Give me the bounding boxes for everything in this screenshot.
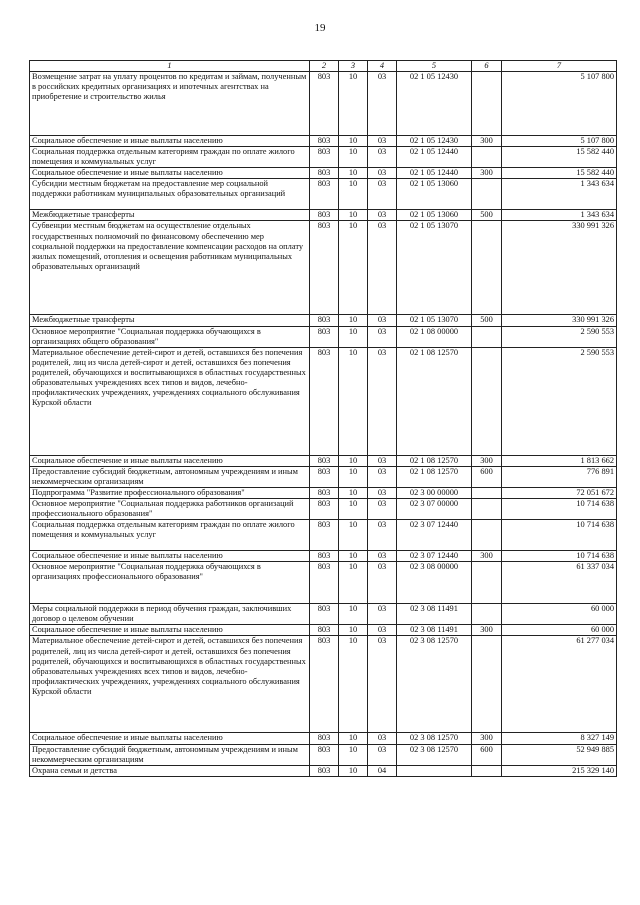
table-row (30, 625, 617, 636)
row-admin-code-cell: 803 (310, 466, 339, 487)
row-admin-code-cell: 803 (310, 147, 339, 168)
row-section-cell: 10 (339, 179, 368, 210)
row-amount-cell: 15 582 440 (502, 168, 617, 179)
table-row (30, 72, 617, 136)
row-expense-type-cell: 300 (472, 455, 502, 466)
row-subsection-cell: 03 (368, 625, 397, 636)
row-name-cell: Возмещение затрат на уплату процентов по кредитам и займам, полученным в российских кредитных организациях и ипотечных агентствах на приобретение и строительство жилья (30, 72, 310, 136)
row-expense-type-cell (472, 221, 502, 315)
row-amount-cell: 1 343 634 (502, 179, 617, 210)
row-subsection-cell: 03 (368, 179, 397, 210)
row-target-article-cell: 02 3 00 00000 (397, 487, 472, 498)
row-amount-cell: 2 590 553 (502, 347, 617, 455)
row-target-article-cell: 02 1 05 13060 (397, 210, 472, 221)
table-row (30, 221, 617, 315)
row-target-article-cell: 02 1 05 13070 (397, 221, 472, 315)
column-header: 3 (339, 61, 368, 72)
row-name-cell: Социальное обеспечение и иные выплаты населению (30, 625, 310, 636)
table-row (30, 604, 617, 625)
row-subsection-cell: 03 (368, 487, 397, 498)
row-target-article-cell: 02 1 05 12430 (397, 72, 472, 136)
row-target-article-cell: 02 1 08 12570 (397, 455, 472, 466)
row-section-cell: 10 (339, 326, 368, 347)
row-subsection-cell: 03 (368, 347, 397, 455)
table-row (30, 347, 617, 455)
row-section-cell: 10 (339, 765, 368, 776)
row-subsection-cell: 03 (368, 210, 397, 221)
row-admin-code-cell: 803 (310, 733, 339, 744)
row-subsection-cell: 03 (368, 466, 397, 487)
row-name-cell: Социальное обеспечение и иные выплаты населению (30, 455, 310, 466)
table-row (30, 733, 617, 744)
row-expense-type-cell (472, 147, 502, 168)
row-amount-cell: 8 327 149 (502, 733, 617, 744)
column-header: 7 (502, 61, 617, 72)
row-amount-cell: 10 714 638 (502, 551, 617, 562)
row-admin-code-cell: 803 (310, 168, 339, 179)
table-row (30, 636, 617, 733)
row-subsection-cell: 03 (368, 136, 397, 147)
row-section-cell: 10 (339, 168, 368, 179)
row-amount-cell: 330 991 326 (502, 315, 617, 326)
table-body (30, 72, 617, 777)
table-row (30, 499, 617, 520)
row-name-cell: Охрана семьи и детства (30, 765, 310, 776)
row-section-cell: 10 (339, 636, 368, 733)
row-expense-type-cell (472, 604, 502, 625)
row-name-cell: Субвенции местным бюджетам на осуществление отдельных государственных полномочий по финансовому обеспечению мер социальной поддержки на предоставление компенсации расходов на оплату жилых помещений, отопления и освещения работникам муниципальных образовательных организаций (30, 221, 310, 315)
row-section-cell: 10 (339, 72, 368, 136)
row-target-article-cell: 02 3 08 12570 (397, 636, 472, 733)
row-admin-code-cell: 803 (310, 136, 339, 147)
row-amount-cell: 1 813 662 (502, 455, 617, 466)
column-header: 4 (368, 61, 397, 72)
row-section-cell: 10 (339, 551, 368, 562)
row-target-article-cell: 02 3 08 12570 (397, 744, 472, 765)
row-section-cell: 10 (339, 520, 368, 551)
row-expense-type-cell: 600 (472, 466, 502, 487)
table-row (30, 487, 617, 498)
column-header: 5 (397, 61, 472, 72)
column-header: 2 (310, 61, 339, 72)
row-subsection-cell: 03 (368, 551, 397, 562)
row-amount-cell: 61 337 034 (502, 562, 617, 604)
row-expense-type-cell (472, 520, 502, 551)
row-expense-type-cell (472, 179, 502, 210)
row-amount-cell: 330 991 326 (502, 221, 617, 315)
row-subsection-cell: 03 (368, 562, 397, 604)
row-amount-cell: 776 891 (502, 466, 617, 487)
row-target-article-cell: 02 1 05 13060 (397, 179, 472, 210)
row-amount-cell: 72 051 672 (502, 487, 617, 498)
table-header-row (30, 61, 617, 72)
table-row (30, 315, 617, 326)
row-subsection-cell: 03 (368, 72, 397, 136)
row-admin-code-cell: 803 (310, 520, 339, 551)
row-admin-code-cell: 803 (310, 326, 339, 347)
row-target-article-cell: 02 3 07 12440 (397, 520, 472, 551)
row-section-cell: 10 (339, 487, 368, 498)
row-target-article-cell: 02 1 05 13070 (397, 315, 472, 326)
row-section-cell: 10 (339, 562, 368, 604)
row-expense-type-cell: 300 (472, 551, 502, 562)
row-target-article-cell: 02 1 05 12430 (397, 136, 472, 147)
row-expense-type-cell (472, 765, 502, 776)
row-name-cell: Основное мероприятие "Социальная поддержка обучающихся в организациях профессионального образования" (30, 562, 310, 604)
row-admin-code-cell: 803 (310, 636, 339, 733)
row-expense-type-cell (472, 347, 502, 455)
row-name-cell: Социальная поддержка отдельным категориям граждан по оплате жилого помещения и коммунальных услуг (30, 147, 310, 168)
row-admin-code-cell: 803 (310, 765, 339, 776)
row-subsection-cell: 04 (368, 765, 397, 776)
row-expense-type-cell (472, 72, 502, 136)
row-target-article-cell: 02 1 05 12440 (397, 147, 472, 168)
row-subsection-cell: 03 (368, 520, 397, 551)
row-amount-cell: 52 949 885 (502, 744, 617, 765)
row-admin-code-cell: 803 (310, 455, 339, 466)
table-row (30, 744, 617, 765)
table-row (30, 210, 617, 221)
column-header: 1 (30, 61, 310, 72)
row-expense-type-cell: 300 (472, 733, 502, 744)
row-target-article-cell: 02 3 08 00000 (397, 562, 472, 604)
row-subsection-cell: 03 (368, 455, 397, 466)
row-target-article-cell: 02 1 08 12570 (397, 466, 472, 487)
row-expense-type-cell (472, 326, 502, 347)
row-subsection-cell: 03 (368, 499, 397, 520)
row-section-cell: 10 (339, 147, 368, 168)
row-name-cell: Материальное обеспечение детей-сирот и детей, оставшихся без попечения родителей, лиц из числа детей-сирот и детей, оставшихся без попечения родителей, обучающихся и воспитывающихся в областных государственных образовательных учреждениях всех типов и видов, лечебно-профилактических учреждениях, учреждениях социального обслуживания Курской области (30, 347, 310, 455)
row-amount-cell: 5 107 800 (502, 136, 617, 147)
row-amount-cell: 15 582 440 (502, 147, 617, 168)
row-admin-code-cell: 803 (310, 625, 339, 636)
row-section-cell: 10 (339, 499, 368, 520)
row-section-cell: 10 (339, 625, 368, 636)
table-row (30, 136, 617, 147)
row-expense-type-cell (472, 499, 502, 520)
row-expense-type-cell: 300 (472, 136, 502, 147)
row-target-article-cell: 02 3 08 11491 (397, 625, 472, 636)
table-row (30, 326, 617, 347)
row-name-cell: Социальное обеспечение и иные выплаты населению (30, 551, 310, 562)
row-name-cell: Основное мероприятие "Социальная поддержка работников организаций профессионального образования" (30, 499, 310, 520)
table-row (30, 168, 617, 179)
row-target-article-cell (397, 765, 472, 776)
row-expense-type-cell: 500 (472, 315, 502, 326)
row-section-cell: 10 (339, 744, 368, 765)
row-admin-code-cell: 803 (310, 347, 339, 455)
budget-table (29, 60, 617, 777)
row-subsection-cell: 03 (368, 326, 397, 347)
row-admin-code-cell: 803 (310, 210, 339, 221)
table-row (30, 179, 617, 210)
row-subsection-cell: 03 (368, 733, 397, 744)
row-admin-code-cell: 803 (310, 487, 339, 498)
row-amount-cell: 60 000 (502, 604, 617, 625)
row-amount-cell: 215 329 140 (502, 765, 617, 776)
row-section-cell: 10 (339, 136, 368, 147)
table-row (30, 455, 617, 466)
row-amount-cell: 10 714 638 (502, 499, 617, 520)
row-admin-code-cell: 803 (310, 744, 339, 765)
row-name-cell: Социальное обеспечение и иные выплаты населению (30, 136, 310, 147)
row-name-cell: Меры социальной поддержки в период обучения граждан, заключивших договор о целевом обучении (30, 604, 310, 625)
row-subsection-cell: 03 (368, 604, 397, 625)
row-target-article-cell: 02 3 08 12570 (397, 733, 472, 744)
row-expense-type-cell (472, 487, 502, 498)
row-expense-type-cell: 500 (472, 210, 502, 221)
row-name-cell: Субсидии местным бюджетам на предоставление мер социальной поддержки работникам муниципальных образовательных организаций (30, 179, 310, 210)
row-admin-code-cell: 803 (310, 604, 339, 625)
row-section-cell: 10 (339, 221, 368, 315)
table-row (30, 520, 617, 551)
row-name-cell: Подпрограмма "Развитие профессионального образования" (30, 487, 310, 498)
row-expense-type-cell (472, 636, 502, 733)
row-expense-type-cell: 300 (472, 168, 502, 179)
row-name-cell: Материальное обеспечение детей-сирот и детей, оставшихся без попечения родителей, лиц из числа детей-сирот и детей, оставшихся без попечения родителей, обучающихся и воспитывающихся в областных государственных образовательных учреждениях всех типов и видов, лечебно-профилактических учреждениях, учреждениях социального обслуживания Курской области (30, 636, 310, 733)
row-subsection-cell: 03 (368, 315, 397, 326)
row-subsection-cell: 03 (368, 147, 397, 168)
page-number: 19 (314, 22, 326, 34)
table-row (30, 562, 617, 604)
row-admin-code-cell: 803 (310, 499, 339, 520)
row-amount-cell: 61 277 034 (502, 636, 617, 733)
row-subsection-cell: 03 (368, 221, 397, 315)
row-admin-code-cell: 803 (310, 562, 339, 604)
row-target-article-cell: 02 3 07 12440 (397, 551, 472, 562)
row-target-article-cell: 02 1 05 12440 (397, 168, 472, 179)
row-admin-code-cell: 803 (310, 221, 339, 315)
row-section-cell: 10 (339, 733, 368, 744)
row-admin-code-cell: 803 (310, 551, 339, 562)
row-name-cell: Социальное обеспечение и иные выплаты населению (30, 168, 310, 179)
row-amount-cell: 2 590 553 (502, 326, 617, 347)
row-name-cell: Социальное обеспечение и иные выплаты населению (30, 733, 310, 744)
row-expense-type-cell: 300 (472, 625, 502, 636)
table-row (30, 147, 617, 168)
row-amount-cell: 5 107 800 (502, 72, 617, 136)
row-name-cell: Межбюджетные трансферты (30, 315, 310, 326)
row-expense-type-cell: 600 (472, 744, 502, 765)
row-subsection-cell: 03 (368, 744, 397, 765)
row-admin-code-cell: 803 (310, 72, 339, 136)
row-subsection-cell: 03 (368, 168, 397, 179)
row-expense-type-cell (472, 562, 502, 604)
column-header: 6 (472, 61, 502, 72)
row-amount-cell: 10 714 638 (502, 520, 617, 551)
row-admin-code-cell: 803 (310, 315, 339, 326)
row-section-cell: 10 (339, 466, 368, 487)
row-section-cell: 10 (339, 347, 368, 455)
row-section-cell: 10 (339, 604, 368, 625)
row-target-article-cell: 02 1 08 00000 (397, 326, 472, 347)
row-name-cell: Основное мероприятие "Социальная поддержка обучающихся в организациях общего образования" (30, 326, 310, 347)
row-target-article-cell: 02 1 08 12570 (397, 347, 472, 455)
row-section-cell: 10 (339, 455, 368, 466)
row-name-cell: Социальная поддержка отдельным категориям граждан по оплате жилого помещения и коммунальных услуг (30, 520, 310, 551)
row-name-cell: Предоставление субсидий бюджетным, автономным учреждениям и иным некоммерческим организациям (30, 744, 310, 765)
row-amount-cell: 1 343 634 (502, 210, 617, 221)
row-section-cell: 10 (339, 315, 368, 326)
row-name-cell: Предоставление субсидий бюджетным, автономным учреждениям и иным некоммерческим организациям (30, 466, 310, 487)
row-target-article-cell: 02 3 08 11491 (397, 604, 472, 625)
table-row (30, 765, 617, 776)
row-target-article-cell: 02 3 07 00000 (397, 499, 472, 520)
row-subsection-cell: 03 (368, 636, 397, 733)
table-row (30, 466, 617, 487)
row-name-cell: Межбюджетные трансферты (30, 210, 310, 221)
row-amount-cell: 60 000 (502, 625, 617, 636)
row-admin-code-cell: 803 (310, 179, 339, 210)
table-row (30, 551, 617, 562)
row-section-cell: 10 (339, 210, 368, 221)
